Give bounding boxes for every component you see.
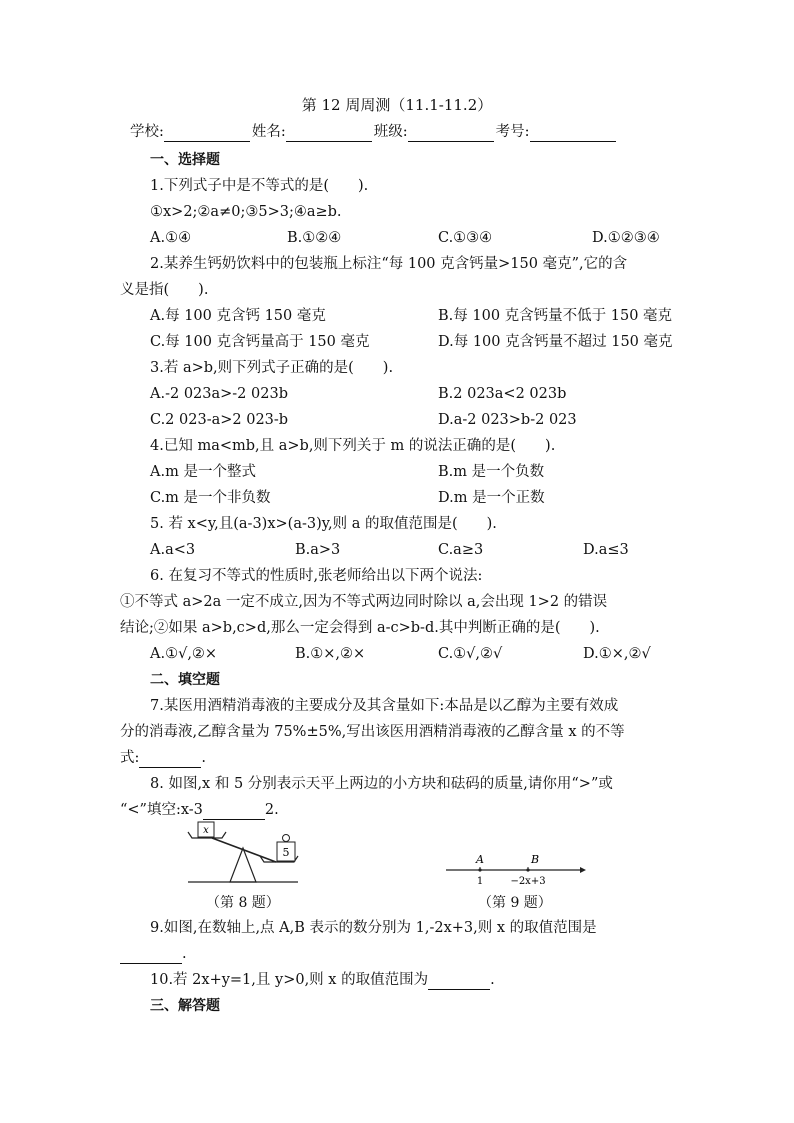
q2-stem-line1: 2.某养生钙奶饮料中的包装瓶上标注“每 100 克含钙量>150 毫克”,它的含 (150, 256, 628, 272)
q4-stem: 4.已知 ma<mb,且 a>b,则下列关于 m 的说法正确的是( ). (150, 438, 556, 454)
q4-option-d[interactable]: D.m 是一个正数 (438, 490, 545, 506)
q1-option-c[interactable]: C.①③④ (438, 230, 493, 246)
q4-option-a[interactable]: A.m 是一个整式 (150, 464, 256, 480)
figure-8-caption: （第 8 题） (206, 895, 280, 911)
weight-label: 5 (282, 846, 290, 859)
q2-option-c[interactable]: C.每 100 克含钙量高于 150 毫克 (150, 334, 370, 350)
q7-line2: 分的消毒液,乙醇含量为 75%±5%,写出该医用酒精消毒液的乙醇含量 x 的不等 (120, 724, 625, 740)
name-blank[interactable] (286, 126, 372, 142)
q6-option-c[interactable]: C.①√,②√ (438, 646, 503, 662)
point-b (526, 868, 529, 871)
q6-line3: 结论;②如果 a>b,c>d,那么一定会得到 a-c>b-d.其中判断正确的是( ). (120, 620, 600, 636)
q5-option-d[interactable]: D.a≤3 (583, 542, 629, 558)
section-heading-choice: 一、选择题 (150, 152, 220, 168)
q9-line1: 9.如图,在数轴上,点 A,B 表示的数分别为 1,-2x+3,则 x 的取值范围是 (150, 920, 597, 936)
q7-answer-blank[interactable] (139, 753, 201, 768)
q2-stem-line2: 义是指( ). (120, 282, 209, 298)
q6-stem: 6. 在复习不等式的性质时,张老师给出以下两个说法: (150, 568, 483, 584)
exam-no-blank[interactable] (530, 126, 616, 142)
q4-option-c[interactable]: C.m 是一个非负数 (150, 490, 271, 506)
q5-stem: 5. 若 x<y,且(a-3)x>(a-3)y,则 a 的取值范围是( ). (150, 516, 497, 532)
q3-option-d[interactable]: D.a-2 023>b-2 023 (438, 412, 577, 428)
q7-line3: 式: . (120, 750, 206, 766)
q6-option-a[interactable]: A.①√,②× (150, 646, 218, 662)
q4-option-b[interactable]: B.m 是一个负数 (438, 464, 545, 480)
tick-a-label: 1 (476, 876, 484, 887)
school-label: 学校: (130, 124, 164, 140)
q6-option-d[interactable]: D.①×,②√ (583, 646, 651, 662)
point-b-label: B (530, 853, 540, 866)
q10-answer-blank[interactable] (428, 975, 490, 990)
q3-option-c[interactable]: C.2 023-a>2 023-b (150, 412, 289, 428)
q6-option-b[interactable]: B.①×,②× (295, 646, 366, 662)
q6-line2: ①不等式 a>2a 一定不成立,因为不等式两边同时除以 a,会出现 1>2 的错误 (120, 594, 608, 610)
q2-option-a[interactable]: A.每 100 克含钙 150 毫克 (150, 308, 326, 324)
q9-answer-blank[interactable] (120, 949, 182, 964)
q5-option-b[interactable]: B.a>3 (295, 542, 341, 558)
figure-9-caption: （第 9 题） (478, 895, 552, 911)
point-a-label: A (476, 853, 484, 866)
balance-beam (212, 838, 276, 862)
q1-option-d[interactable]: D.①②③④ (592, 230, 660, 246)
weight-knob (283, 835, 290, 842)
page-title: 第 12 周周测（11.1-11.2） (301, 96, 493, 114)
section-heading-fill: 二、填空题 (150, 672, 220, 688)
point-a (478, 868, 481, 871)
figure-9-number-line (440, 850, 590, 890)
q7-line1: 7.某医用酒精消毒液的主要成分及其含量如下:本品是以乙醇为主要有效成 (150, 698, 619, 714)
q1-option-b[interactable]: B.①②④ (287, 230, 342, 246)
q5-option-a[interactable]: A.a<3 (150, 542, 196, 558)
number-line-arrow-icon (580, 867, 586, 873)
q10-line1: 10.若 2x+y=1,且 y>0,则 x 的取值范围为 . (150, 972, 495, 988)
q2-option-d[interactable]: D.每 100 克含钙量不超过 150 毫克 (438, 334, 673, 350)
unknown-block-label: x (203, 825, 209, 836)
q8-line2: “<”填空:x-3 2. (120, 802, 279, 818)
q1-items: ①x>2;②a≠0;③5>3;④a≥b. (150, 204, 342, 220)
section-heading-solve: 三、解答题 (150, 998, 220, 1014)
exam-no-label: 考号: (495, 124, 530, 140)
q9-line2: . (120, 944, 187, 964)
q3-stem: 3.若 a>b,则下列式子正确的是( ). (150, 360, 394, 376)
class-label: 班级: (373, 124, 408, 140)
figure-8-balance (180, 818, 310, 888)
school-blank[interactable] (164, 126, 250, 142)
q3-option-b[interactable]: B.2 023a<2 023b (438, 386, 567, 402)
q1-option-a[interactable]: A.①④ (150, 230, 192, 246)
q8-line1: 8. 如图,x 和 5 分别表示天平上两边的小方块和砝码的质量,请你用“>”或 (150, 776, 613, 792)
tick-b-label: −2x+3 (510, 876, 546, 887)
name-label: 姓名: (251, 124, 286, 140)
q1-stem: 1.下列式子中是不等式的是( ). (150, 178, 369, 194)
q3-option-a[interactable]: A.-2 023a>-2 023b (150, 386, 288, 402)
student-info-row (130, 122, 618, 142)
q2-option-b[interactable]: B.每 100 克含钙量不低于 150 毫克 (438, 308, 673, 324)
q5-option-c[interactable]: C.a≥3 (438, 542, 484, 558)
class-blank[interactable] (408, 126, 494, 142)
